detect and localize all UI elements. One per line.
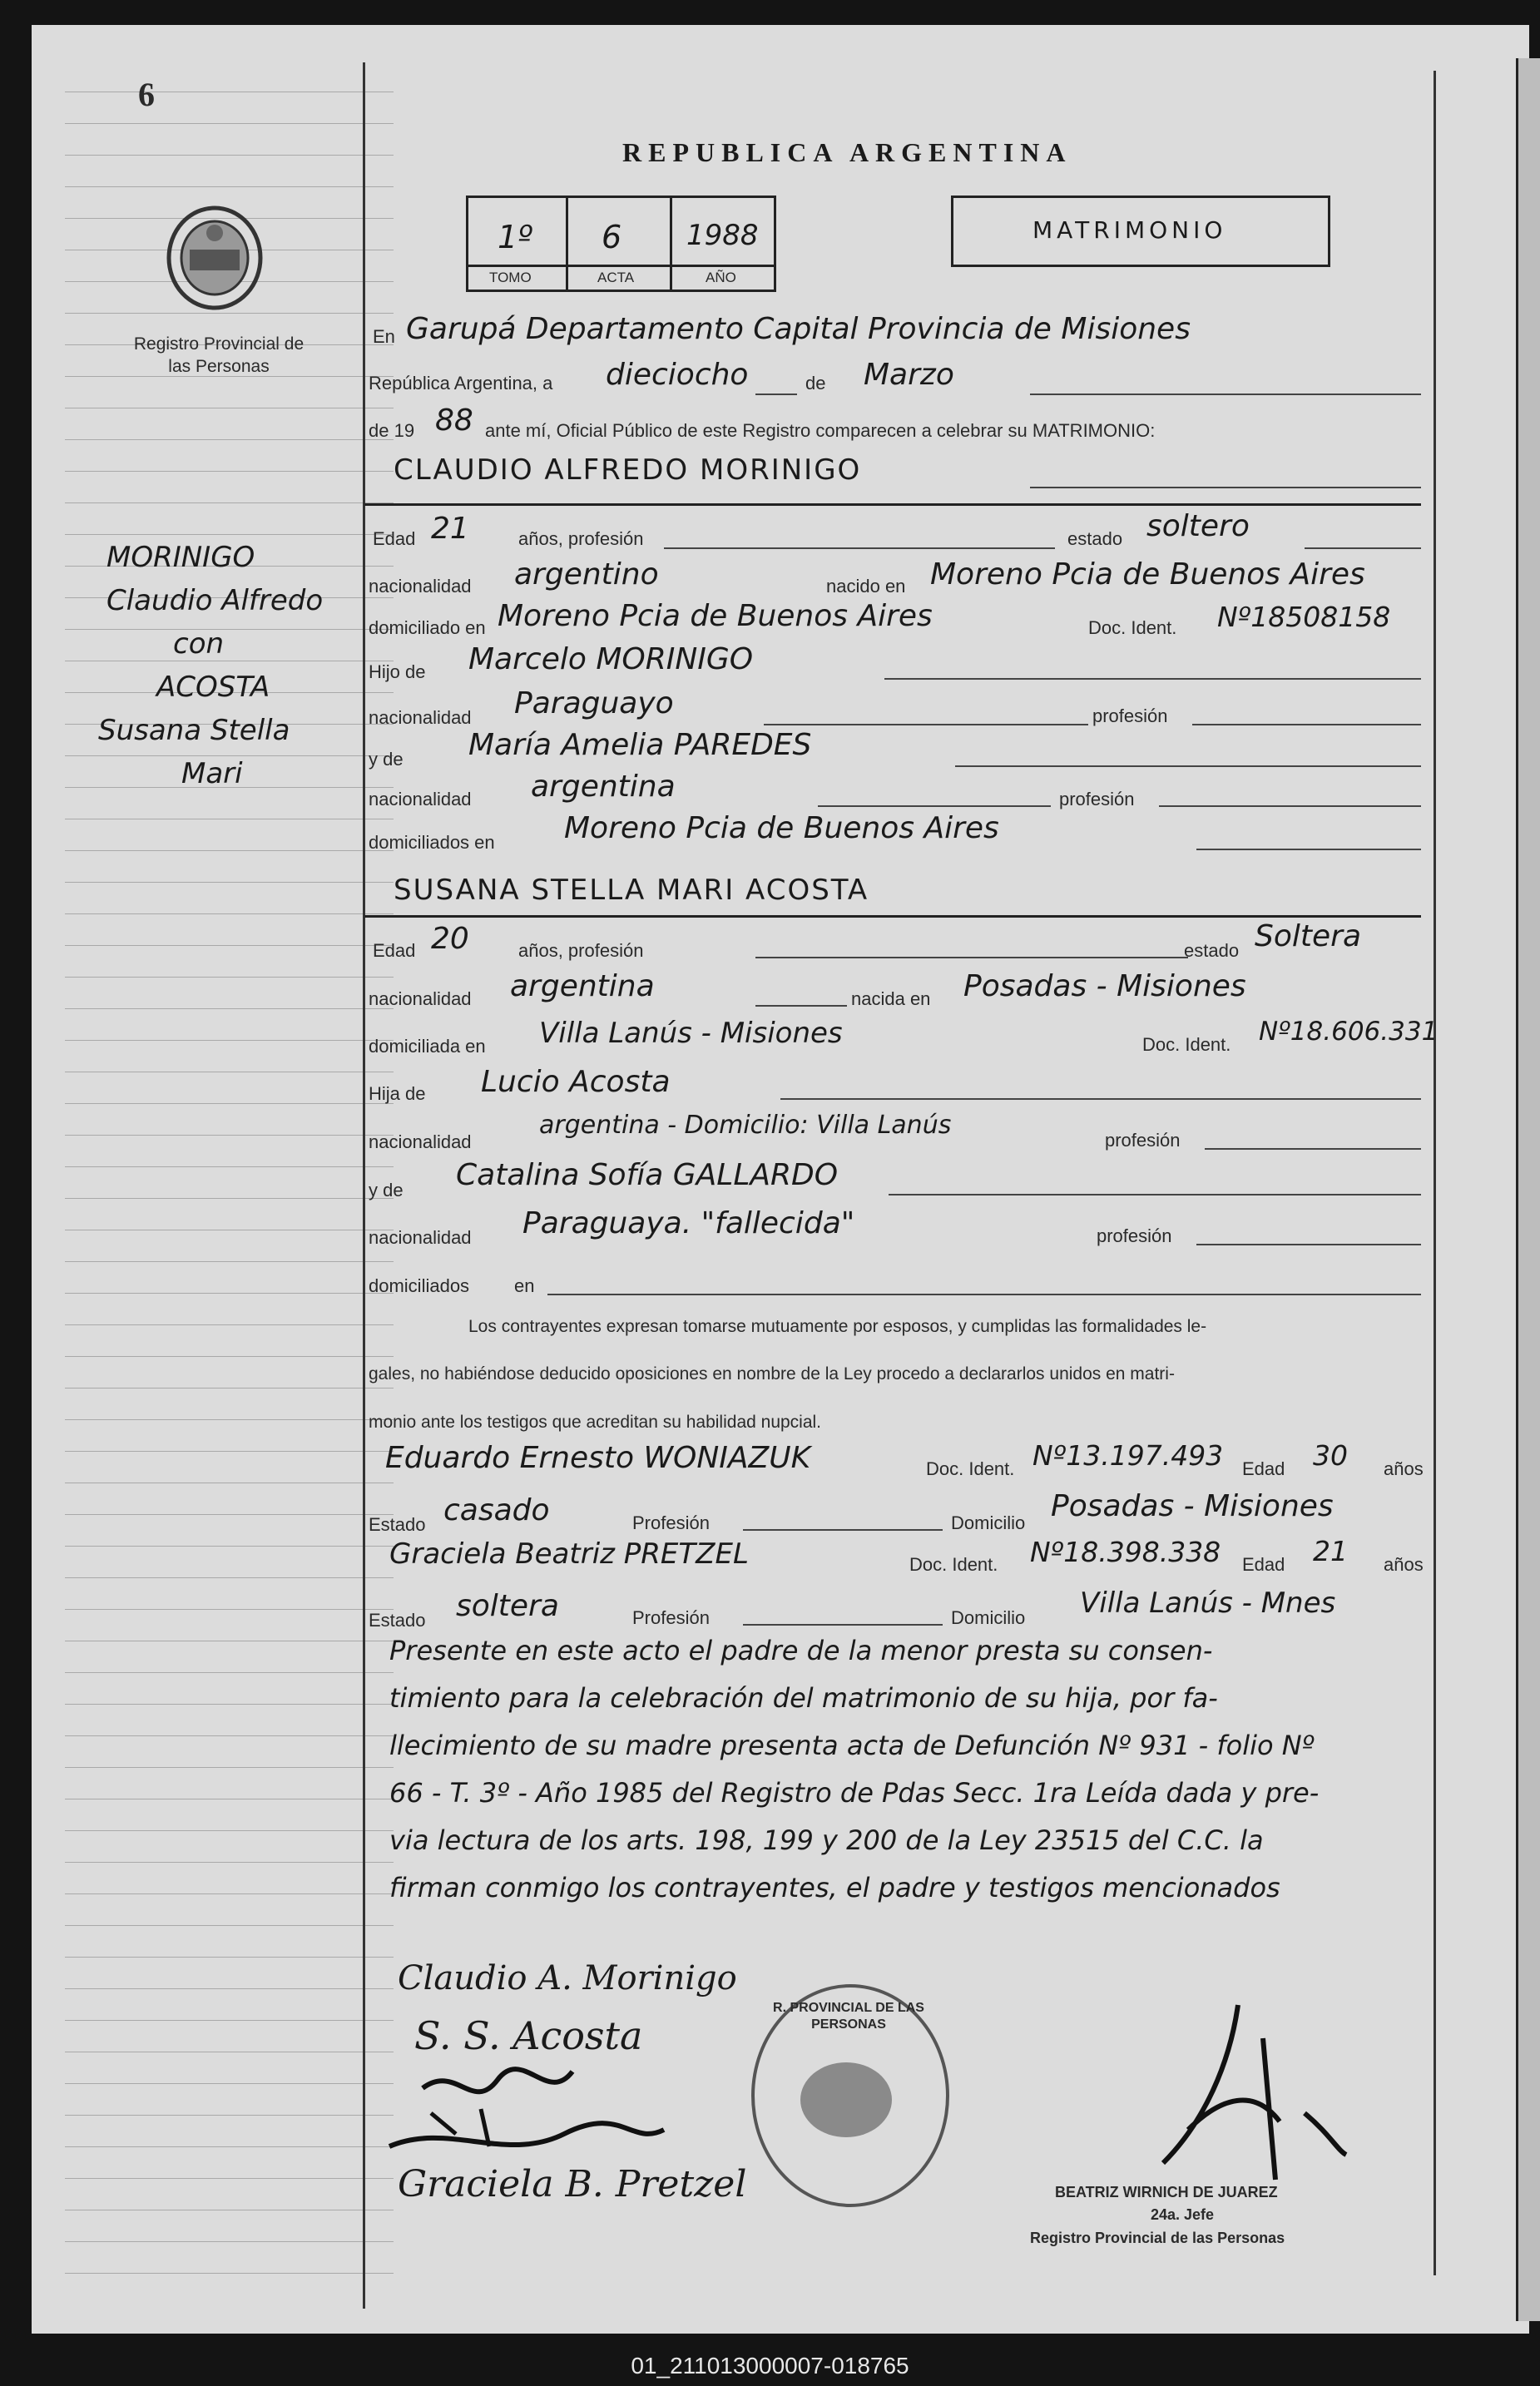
note-line: via lectura de los arts. 198, 199 y 200 de la Ley 23515 del C.C. la <box>389 1824 1264 1856</box>
groom-madre-prof-label: profesión <box>1059 789 1135 809</box>
witness2-estado-label: Estado <box>369 1610 426 1631</box>
certificate-page <box>32 25 1529 2334</box>
ledger-line <box>65 1577 394 1578</box>
ledger-line <box>65 2020 394 2021</box>
groom-name: CLAUDIO ALFREDO MORINIGO <box>394 453 862 487</box>
ledger-line <box>65 502 394 503</box>
witness2-edad: 21 <box>1313 1535 1348 1567</box>
groom-padres-dom: Moreno Pcia de Buenos Aires <box>564 811 999 845</box>
note-line: 66 - T. 3º - Año 1985 del Registro de Pdas Secc. 1ra Leída dada y pre- <box>389 1777 1320 1809</box>
image-footer-id: 01_211013000007-018765 <box>631 2353 909 2379</box>
groom-padre-nac-label: nacionalidad <box>369 707 472 728</box>
ledger-line <box>65 2273 394 2274</box>
official-stamp <box>751 1984 949 2207</box>
place: Garupá Departamento Capital Provincia de Misiones <box>406 312 1191 346</box>
groom-hijo-label: Hijo de <box>369 661 426 682</box>
ledger-line <box>65 2178 394 2179</box>
witness1-domicilio: Posadas - Misiones <box>1051 1489 1334 1523</box>
ledger-line <box>65 1988 394 1989</box>
witness2-anos-label: años <box>1384 1554 1424 1575</box>
ledger-line <box>65 1609 394 1610</box>
legal-line-1: Los contrayentes expresan tomarse mutuamente por esposos, y cumplidas las formalidades le- <box>468 1317 1207 1336</box>
bride-nacionalidad: argentina <box>510 969 655 1003</box>
ledger-line <box>65 2115 394 2116</box>
groom-edad-label: Edad <box>373 528 416 549</box>
de-label: de <box>805 373 826 394</box>
ledger-line <box>65 1767 394 1768</box>
ledger-line <box>65 1198 394 1199</box>
groom-estado-label: estado <box>1067 528 1123 549</box>
witness1-prof-label: Profesión <box>632 1512 710 1533</box>
day: dieciocho <box>606 358 749 392</box>
witness2-dom-label: Domicilio <box>951 1607 1026 1628</box>
bride-madre-nac: Paraguaya. "fallecida" <box>522 1206 855 1240</box>
groom-padre-nac: Paraguayo <box>514 686 674 720</box>
bride-estado-label: estado <box>1184 940 1240 961</box>
bride-nac-label: nacionalidad <box>369 988 472 1009</box>
ledger-line <box>65 471 394 472</box>
groom-domicilio: Moreno Pcia de Buenos Aires <box>498 599 933 633</box>
book-spine <box>1516 58 1540 2321</box>
groom-padre-prof-label: profesión <box>1092 705 1168 726</box>
signature-groom: Claudio A. Morinigo <box>398 1959 737 1997</box>
margin-note-line: ACOSTA <box>156 671 270 704</box>
witness1-edad-label: Edad <box>1242 1458 1285 1479</box>
bride-domicilio: Villa Lanús - Misiones <box>539 1017 843 1050</box>
tomo-label: TOMO <box>489 270 532 285</box>
ledger-line <box>65 850 394 851</box>
ledger-line <box>65 1040 394 1041</box>
margin-note-line: MORINIGO <box>106 541 255 574</box>
ledger-line <box>65 1704 394 1705</box>
bride-name: SUSANA STELLA MARI ACOSTA <box>394 874 869 907</box>
bride-madre-nac-label: nacionalidad <box>369 1227 472 1248</box>
witness1-dom-label: Domicilio <box>951 1512 1026 1533</box>
legal-line-2: gales, no habiéndose deducido oposiciones en nombre de la Ley procedo a declararlos unidos en matri- <box>369 1364 1175 1384</box>
signature-witness: Graciela B. Pretzel <box>398 2163 747 2205</box>
witness2-edad-label: Edad <box>1242 1554 1285 1575</box>
witness1-anos-label: años <box>1384 1458 1424 1479</box>
bride-hija-label: Hija de <box>369 1083 426 1104</box>
tomo-value: 1º <box>498 219 533 255</box>
ledger-line <box>65 1324 394 1325</box>
ledger-line <box>65 1388 394 1389</box>
witness1-estado: casado <box>443 1493 550 1527</box>
bride-padres-dom-label: domiciliados <box>369 1275 470 1296</box>
ledger-line <box>65 313 394 314</box>
bride-padre-prof-label: profesión <box>1105 1130 1181 1151</box>
ledger-line <box>65 1419 394 1420</box>
groom-padre: Marcelo MORINIGO <box>468 642 754 676</box>
ledger-line <box>65 1862 394 1863</box>
registry-seal-label: Registro Provincial de las Personas <box>133 334 305 376</box>
ledger-line <box>65 1546 394 1547</box>
note-line: firman conmigo los contrayentes, el padre y testigos mencionados <box>389 1872 1280 1903</box>
note-line: Presente en este acto el padre de la menor presta su consen- <box>389 1635 1213 1666</box>
groom-madre: María Amelia PAREDES <box>468 728 812 762</box>
signature-scribble-icon <box>381 2055 672 2171</box>
bride-padre: Lucio Acosta <box>481 1065 671 1099</box>
witness1-doc-label: Doc. Ident. <box>926 1458 1015 1479</box>
ledger-line <box>65 2241 394 2242</box>
groom-nacionalidad: argentino <box>514 557 659 592</box>
bride-edad: 20 <box>431 922 469 956</box>
ano-label: AÑO <box>706 270 736 285</box>
ledger-line <box>65 186 394 187</box>
margin-note-line: con <box>173 627 225 661</box>
bride-dom-label: domiciliada en <box>369 1036 486 1057</box>
legal-line-3: monio ante los testigos que acreditan su habilidad nupcial. <box>369 1413 822 1432</box>
ledger-line <box>65 1293 394 1294</box>
ledger-line <box>65 1514 394 1515</box>
bride-doc-label: Doc. Ident. <box>1142 1034 1231 1055</box>
groom-nacido-label: nacido en <box>826 576 906 596</box>
ledger-line <box>65 1957 394 1958</box>
ledger-line <box>65 1135 394 1136</box>
bride-madre: Catalina Sofía GALLARDO <box>456 1158 839 1192</box>
ano-value: 1988 <box>686 219 759 252</box>
bride-anos-prof: años, profesión <box>518 940 644 961</box>
stamp-text: R. PROVINCIAL DE LAS PERSONAS <box>773 2001 924 2032</box>
witness1-doc: Nº13.197.493 <box>1032 1439 1224 1472</box>
witness2-prof-label: Profesión <box>632 1607 710 1628</box>
coat-of-arms-icon <box>165 204 265 312</box>
ledger-line <box>65 1735 394 1736</box>
margin-note-line: Claudio Alfredo <box>106 584 324 617</box>
note-line: llecimiento de su madre presenta acta de Defunción Nº 931 - folio Nº <box>389 1730 1315 1761</box>
registry-box <box>466 196 776 292</box>
ledger-line <box>65 1672 394 1673</box>
ledger-line <box>65 977 394 978</box>
page-number: 6 <box>138 76 155 113</box>
ledger-line <box>65 913 394 914</box>
groom-nac-label: nacionalidad <box>369 576 472 596</box>
groom-doc-label: Doc. Ident. <box>1088 617 1177 638</box>
bride-padre-nac: argentina - Domicilio: Villa Lanús <box>539 1111 952 1140</box>
groom-nacido: Moreno Pcia de Buenos Aires <box>930 557 1365 592</box>
ledger-line <box>65 1103 394 1104</box>
bride-nacida: Posadas - Misiones <box>963 969 1246 1003</box>
en-label: En <box>373 326 395 347</box>
acta-label: ACTA <box>597 270 635 285</box>
margin-divider <box>363 62 365 2309</box>
ledger-line <box>65 1166 394 1167</box>
official-title: 24a. Jefe <box>1151 2206 1215 2223</box>
ledger-line <box>65 882 394 883</box>
ledger-line <box>65 155 394 156</box>
bride-y-de-label: y de <box>369 1180 404 1200</box>
signature-bride: S. S. Acosta <box>414 2013 643 2058</box>
doc-type-box <box>951 196 1330 267</box>
acta-value: 6 <box>602 219 622 255</box>
ledger-line <box>65 1451 394 1452</box>
doc-type: MATRIMONIO <box>1032 216 1227 244</box>
bride-edad-label: Edad <box>373 940 416 961</box>
ledger-line <box>65 123 394 124</box>
witness2-doc-label: Doc. Ident. <box>909 1554 998 1575</box>
ledger-line <box>65 1261 394 1262</box>
witness1-edad: 30 <box>1313 1439 1348 1472</box>
month: Marzo <box>864 358 954 392</box>
margin-note-line: Mari <box>181 757 243 790</box>
bride-padre-nac-label: nacionalidad <box>369 1131 472 1152</box>
witness1-estado-label: Estado <box>369 1514 426 1535</box>
bride-estado: Soltera <box>1255 919 1362 953</box>
ledger-line <box>65 1830 394 1831</box>
year-suffix: 88 <box>435 403 473 438</box>
bride-madre-prof-label: profesión <box>1097 1225 1172 1246</box>
groom-madre-nac: argentina <box>531 770 676 804</box>
ledger-line <box>65 1893 394 1894</box>
ledger-line <box>65 1925 394 1926</box>
ledger-line <box>65 1008 394 1009</box>
groom-padres-dom-label: domiciliados en <box>369 832 495 853</box>
groom-madre-nac-label: nacionalidad <box>369 789 472 809</box>
witness2-estado: soltera <box>456 1589 559 1623</box>
groom-estado: soltero <box>1146 509 1250 543</box>
ledger-line <box>65 439 394 440</box>
margin-note-line: Susana Stella <box>98 714 290 747</box>
groom-doc: Nº18508158 <box>1217 601 1391 633</box>
groom-anos-prof: años, profesión <box>518 528 644 549</box>
groom-edad: 21 <box>431 512 469 546</box>
witness2-doc: Nº18.398.338 <box>1030 1536 1221 1568</box>
ledger-line <box>65 629 394 630</box>
groom-dom-label: domiciliado en <box>369 617 486 638</box>
ledger-line <box>65 1356 394 1357</box>
witness2-name: Graciela Beatriz PRETZEL <box>389 1537 749 1571</box>
right-border <box>1434 71 1436 2275</box>
ledger-line <box>65 755 394 756</box>
header-title: REPUBLICA ARGENTINA <box>622 137 1072 167</box>
bride-padres-dom-en: en <box>514 1275 535 1296</box>
official-office: Registro Provincial de las Personas <box>1030 2230 1285 2246</box>
ledger-line <box>65 945 394 946</box>
note-line: timiento para la celebración del matrimonio de su hija, por fa- <box>389 1682 1218 1714</box>
ledger-line <box>65 2146 394 2147</box>
witness2-domicilio: Villa Lanús - Mnes <box>1080 1587 1336 1620</box>
year-prefix: de 19 <box>369 420 415 441</box>
ledger-line <box>65 534 394 535</box>
republica-label: República Argentina, a <box>369 373 553 394</box>
witness1-name: Eduardo Ernesto WONIAZUK <box>385 1441 811 1475</box>
ledger-line <box>65 2083 394 2084</box>
official-signature-icon <box>1138 1988 1354 2205</box>
bride-doc: Nº18.606.331 <box>1259 1017 1438 1047</box>
groom-y-de-label: y de <box>369 749 404 770</box>
official-name: BEATRIZ WIRNICH DE JUAREZ <box>1055 2184 1278 2200</box>
bride-nacida-label: nacida en <box>851 988 931 1009</box>
intro-statement: ante mí, Oficial Público de este Registro comparecen a celebrar su MATRIMONIO: <box>485 420 1156 441</box>
